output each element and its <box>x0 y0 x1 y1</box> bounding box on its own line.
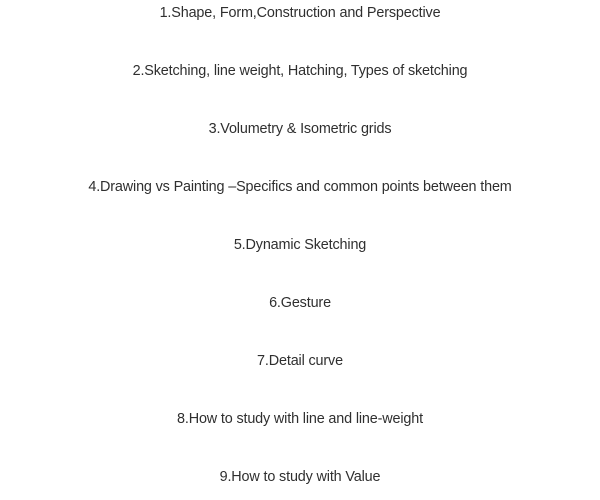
list-item: 1.Shape, Form,Construction and Perspective <box>159 5 441 21</box>
list-item: 3.Volumetry & Isometric grids <box>208 121 392 137</box>
list-item: 9.How to study with Value <box>219 469 381 485</box>
list-item: 8.How to study with line and line-weight <box>177 411 423 427</box>
list-item: 4.Drawing vs Painting –Specifics and common points between them <box>88 179 512 195</box>
list-item: 2.Sketching, line weight, Hatching, Types of sketching <box>132 63 468 79</box>
list-item: 7.Detail curve <box>257 353 343 369</box>
list-item: 6.Gesture <box>269 295 331 311</box>
list-item: 5.Dynamic Sketching <box>233 237 367 253</box>
